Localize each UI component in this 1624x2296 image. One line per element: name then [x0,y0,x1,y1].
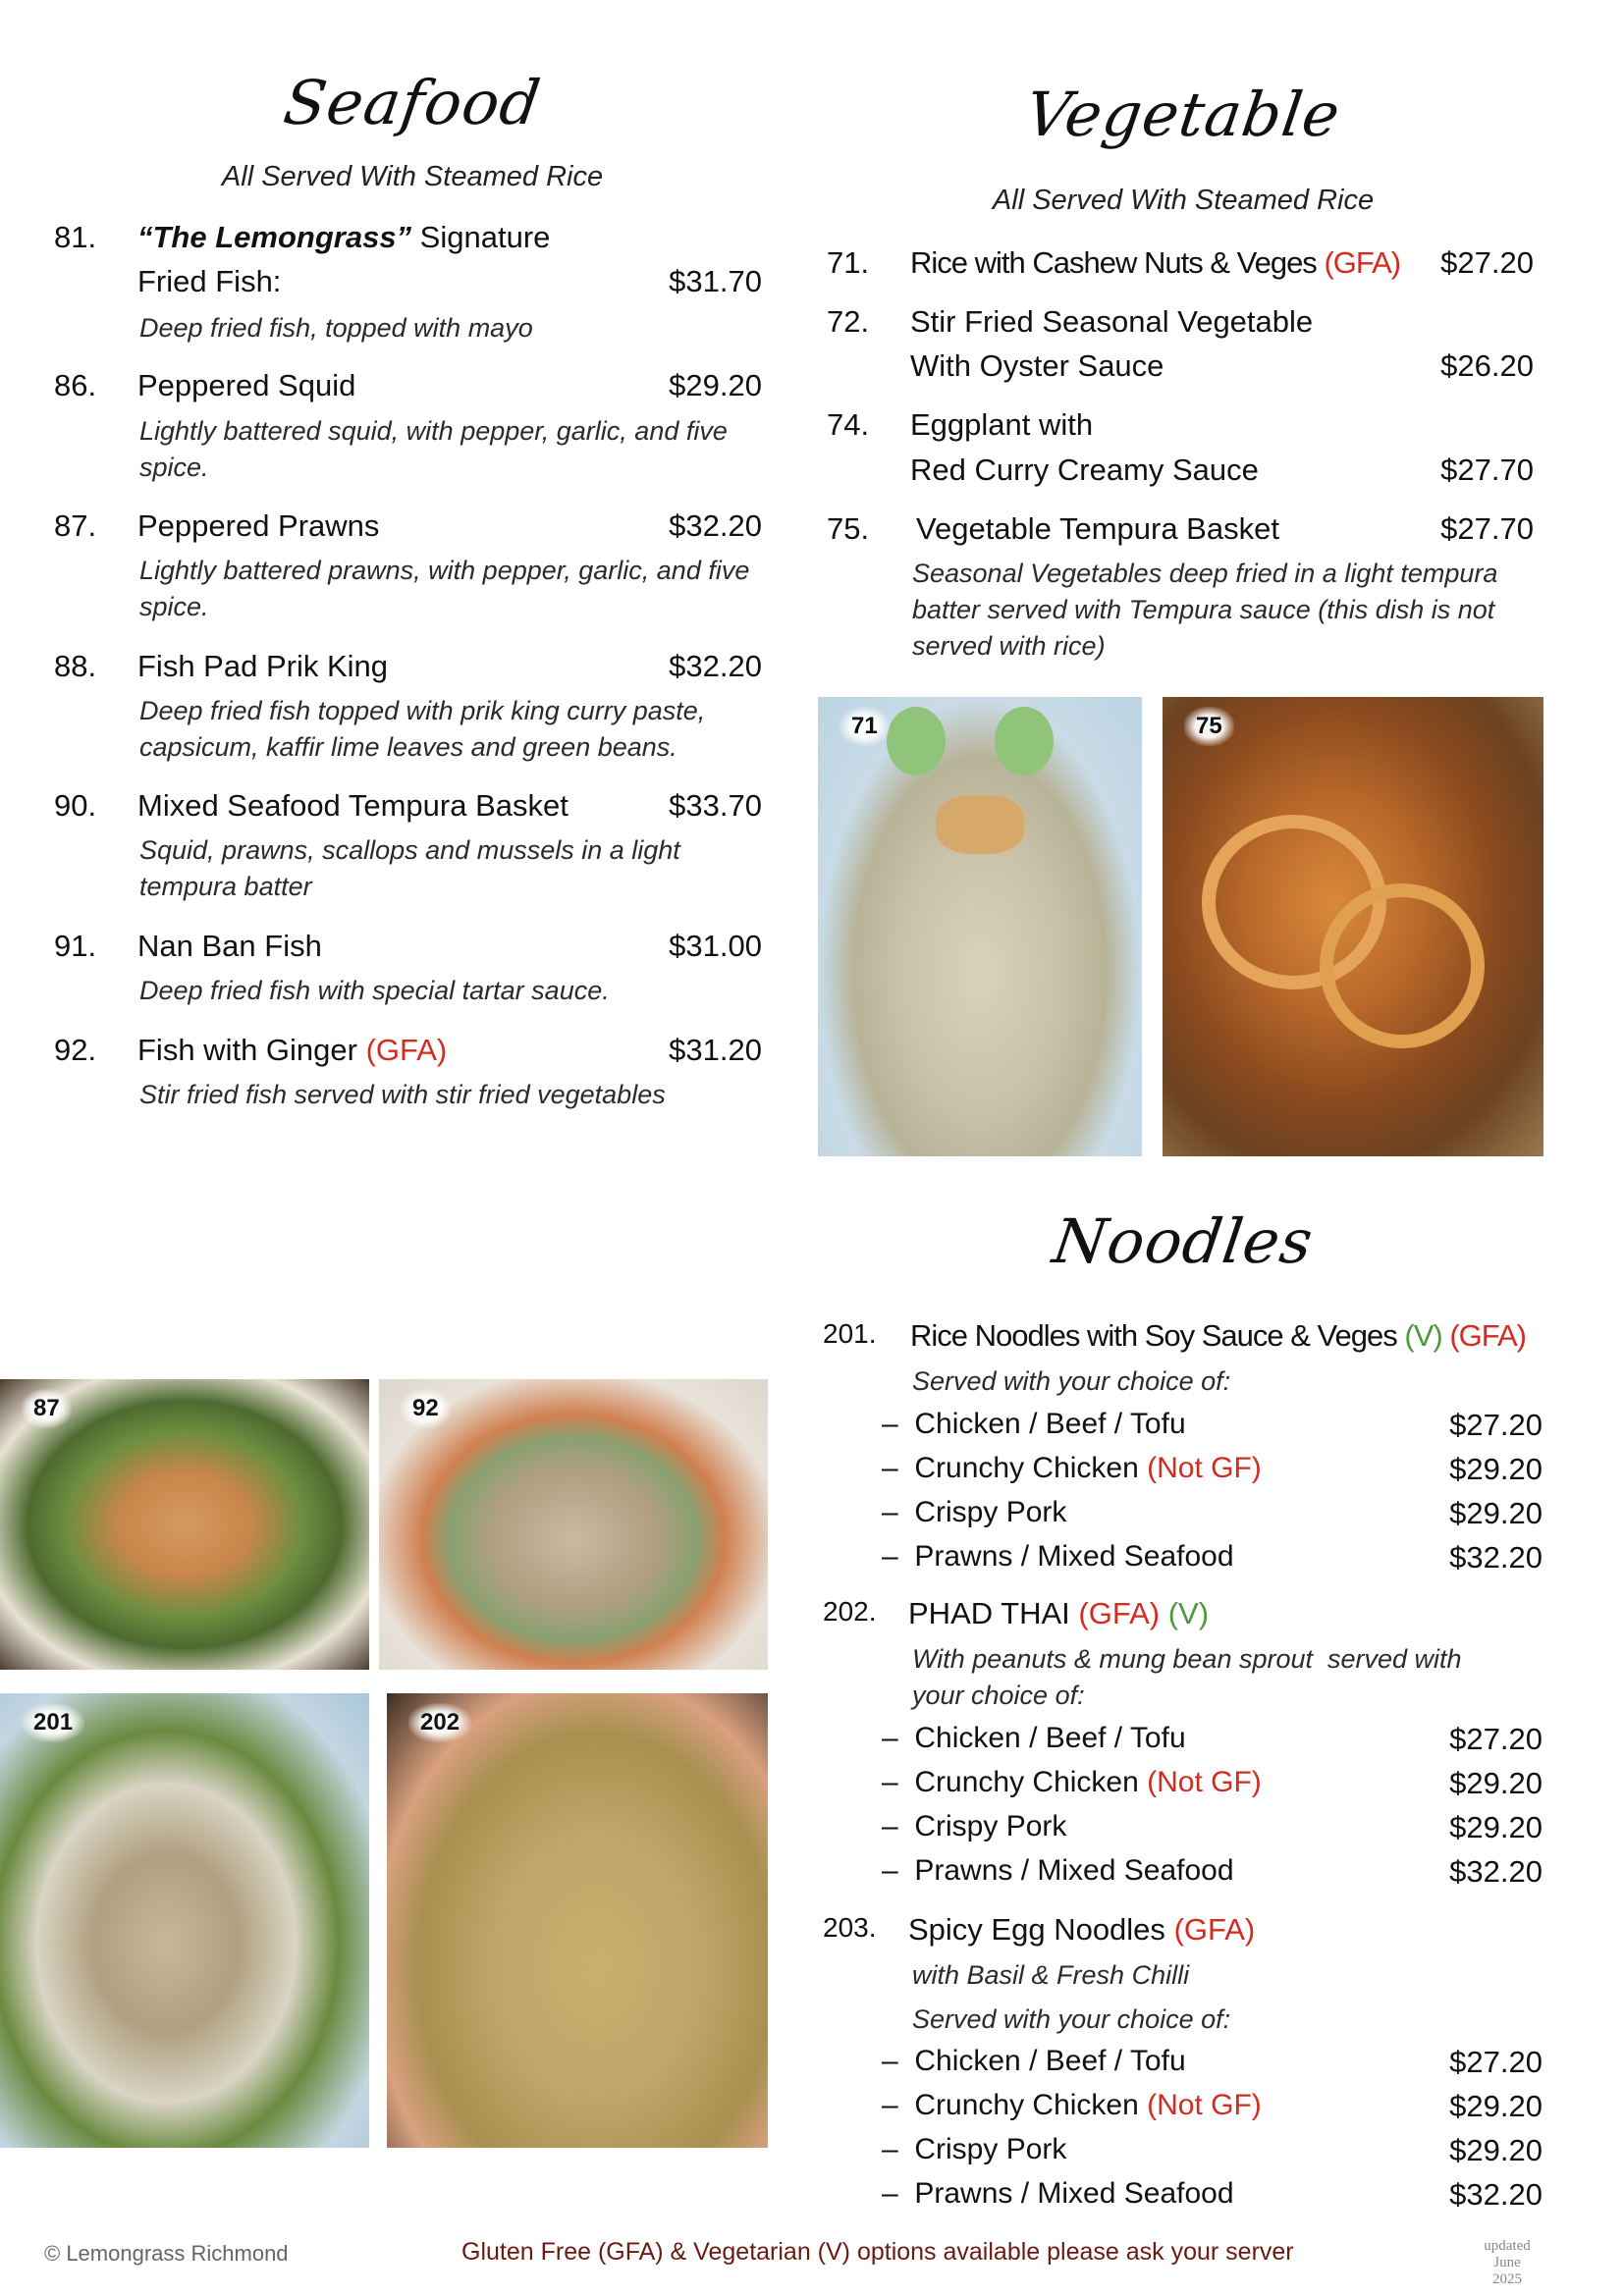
not-gf-badge: (Not GF) [1147,2089,1262,2121]
item-name: Peppered Prawns [137,508,380,543]
option-price: $27.20 [1449,1722,1543,1756]
option-label: – Crunchy Chicken (Not GF) [882,2089,1262,2121]
option-price: $27.20 [1449,2045,1543,2079]
option-price: $29.20 [1449,1452,1543,1486]
option-label: – Chicken / Beef / Tofu [882,1722,1186,1754]
photo-label: 71 [839,707,890,746]
item-name: Eggplant with [910,407,1094,442]
option-label: – Crunchy Chicken (Not GF) [882,1766,1262,1798]
item-description: Lightly battered squid, with pepper, garlic, and five spice. [139,416,728,482]
option-price: $27.20 [1449,1408,1543,1442]
seafood-subtitle: All Served With Steamed Rice [221,161,604,192]
option-price: $32.20 [1449,1854,1543,1889]
item-number: 81. [54,220,97,254]
vegetable-subtitle: All Served With Steamed Rice [992,185,1375,216]
item-price: $26.20 [1440,348,1534,383]
item-price: $29.20 [669,368,762,402]
item-description: Squid, prawns, scallops and mussels in a light tempura batter [139,835,680,901]
gfa-badge: (GFA) [1449,1318,1526,1353]
item-number: 91. [54,929,97,963]
gfa-badge: (GFA) [1173,1912,1256,1947]
item-number: 88. [54,649,97,683]
item-price: $32.20 [669,508,762,543]
item-price: $27.70 [1440,453,1534,487]
photo-201-rice-noodles [0,1693,369,2148]
noodles-title: Noodles [1048,1205,1319,1277]
item-number: 74. [827,407,870,442]
photo-87-peppered-prawns [0,1379,369,1670]
item-number: 92. [54,1033,97,1067]
photo-label: 75 [1184,707,1234,746]
tempura-ring [1320,883,1485,1048]
option-price: $29.20 [1449,1766,1543,1800]
option-price: $29.20 [1449,1496,1543,1530]
item-description: with Basil & Fresh Chilli [912,1960,1190,1990]
cucumber-garnish [887,707,946,775]
dietary-notice: Gluten Free (GFA) & Vegetarian (V) options available please ask your server [461,2238,1294,2266]
gfa-badge: (GFA) [1078,1596,1161,1630]
item-name: “The Lemongrass” Signature [137,220,551,254]
option-label: – Prawns / Mixed Seafood [882,1854,1234,1887]
item-name: Vegetable Tempura Basket [916,511,1279,546]
vegetarian-badge: (V) [1167,1596,1210,1630]
item-description: Stir fried fish served with stir fried vegetables [139,1080,666,1109]
seafood-title: Seafood [279,67,546,138]
not-gf-badge: (Not GF) [1147,1766,1262,1798]
item-price: $27.70 [1440,511,1534,546]
item-name: PHAD THAI (GFA) (V) [908,1596,1210,1630]
option-label: – Crispy Pork [882,1810,1067,1842]
option-label: – Prawns / Mixed Seafood [882,2177,1234,2210]
item-description: Deep fried fish topped with prik king curry paste, capsicum, kaffir lime leaves and green beans. [139,696,706,762]
item-name: Mixed Seafood Tempura Basket [137,788,568,823]
item-description: Seasonal Vegetables deep fried in a light tempura batter served with Tempura sauce (this dish is not served with rice) [912,559,1498,661]
item-number: 202. [823,1596,877,1627]
option-price: $32.20 [1449,2177,1543,2212]
item-name: Nan Ban Fish [137,929,322,963]
updated-date: updated June 2025 [1484,2238,1531,2287]
item-name: Rice with Cashew Nuts & Veges (GFA) [910,245,1401,280]
item-price: $31.00 [669,929,762,963]
item-number: 86. [54,368,97,402]
photo-75-tempura-basket [1163,697,1543,1156]
photo-92-fish-with-ginger [379,1379,768,1670]
item-price: $31.70 [669,264,762,298]
item-price: $32.20 [669,649,762,683]
item-number: 203. [823,1912,877,1943]
not-gf-badge: (Not GF) [1147,1452,1262,1484]
item-name: Rice Noodles with Soy Sauce & Veges (V) (GFA) [910,1318,1526,1353]
item-name: Peppered Squid [137,368,356,402]
option-price: $29.20 [1449,2089,1543,2123]
item-name: Spicy Egg Noodles (GFA) [908,1912,1256,1947]
photo-202-phad-thai [387,1693,768,2148]
item-name: Fish Pad Prik King [137,649,388,683]
item-description: Served with your choice of: [912,1366,1231,1396]
item-description: With peanuts & mung bean sprout served with your choice of: [912,1644,1470,1710]
option-price: $29.20 [1449,1810,1543,1844]
option-price: $32.20 [1449,1540,1543,1575]
option-label: – Crunchy Chicken (Not GF) [882,1452,1262,1484]
vegetable-title: Vegetable [1021,79,1345,150]
item-number: 201. [823,1318,877,1349]
item-name-line2: Fried Fish: [137,264,282,298]
option-label: – Chicken / Beef / Tofu [882,1408,1186,1440]
item-number: 90. [54,788,97,823]
option-label: – Prawns / Mixed Seafood [882,1540,1234,1573]
option-label: – Crispy Pork [882,2133,1067,2165]
item-number: 72. [827,304,870,339]
photo-label: 87 [22,1389,72,1428]
vegetarian-badge: (V) [1404,1318,1442,1353]
item-number: 75. [827,511,870,546]
option-label: – Crispy Pork [882,1496,1067,1528]
photo-label: 202 [408,1703,471,1742]
item-price: $33.70 [669,788,762,823]
item-price: $27.20 [1440,245,1534,280]
gfa-badge: (GFA) [365,1033,448,1067]
photo-71-fried-rice [818,697,1142,1156]
item-price: $31.20 [669,1033,762,1067]
photo-label: 201 [22,1703,84,1742]
option-label: – Chicken / Beef / Tofu [882,2045,1186,2077]
item-name: Stir Fried Seasonal Vegetable [910,304,1314,339]
item-name-line2: With Oyster Sauce [910,348,1164,383]
gfa-badge: (GFA) [1324,245,1401,280]
item-name: Fish with Ginger (GFA) [137,1033,448,1067]
item-description: Deep fried fish, topped with mayo [139,313,533,343]
item-name-line2: Red Curry Creamy Sauce [910,453,1259,487]
cucumber-garnish [995,707,1054,775]
item-number: 71. [827,245,870,280]
photo-label: 92 [401,1389,451,1428]
item-number: 87. [54,508,97,543]
copyright: © Lemongrass Richmond [44,2241,289,2266]
item-description: Deep fried fish with special tartar sauce. [139,976,610,1005]
item-description: Lightly battered prawns, with pepper, garlic, and five spice. [139,556,750,621]
option-price: $29.20 [1449,2133,1543,2167]
item-description-2: Served with your choice of: [912,2004,1231,2034]
cashew-nuts [936,795,1024,854]
